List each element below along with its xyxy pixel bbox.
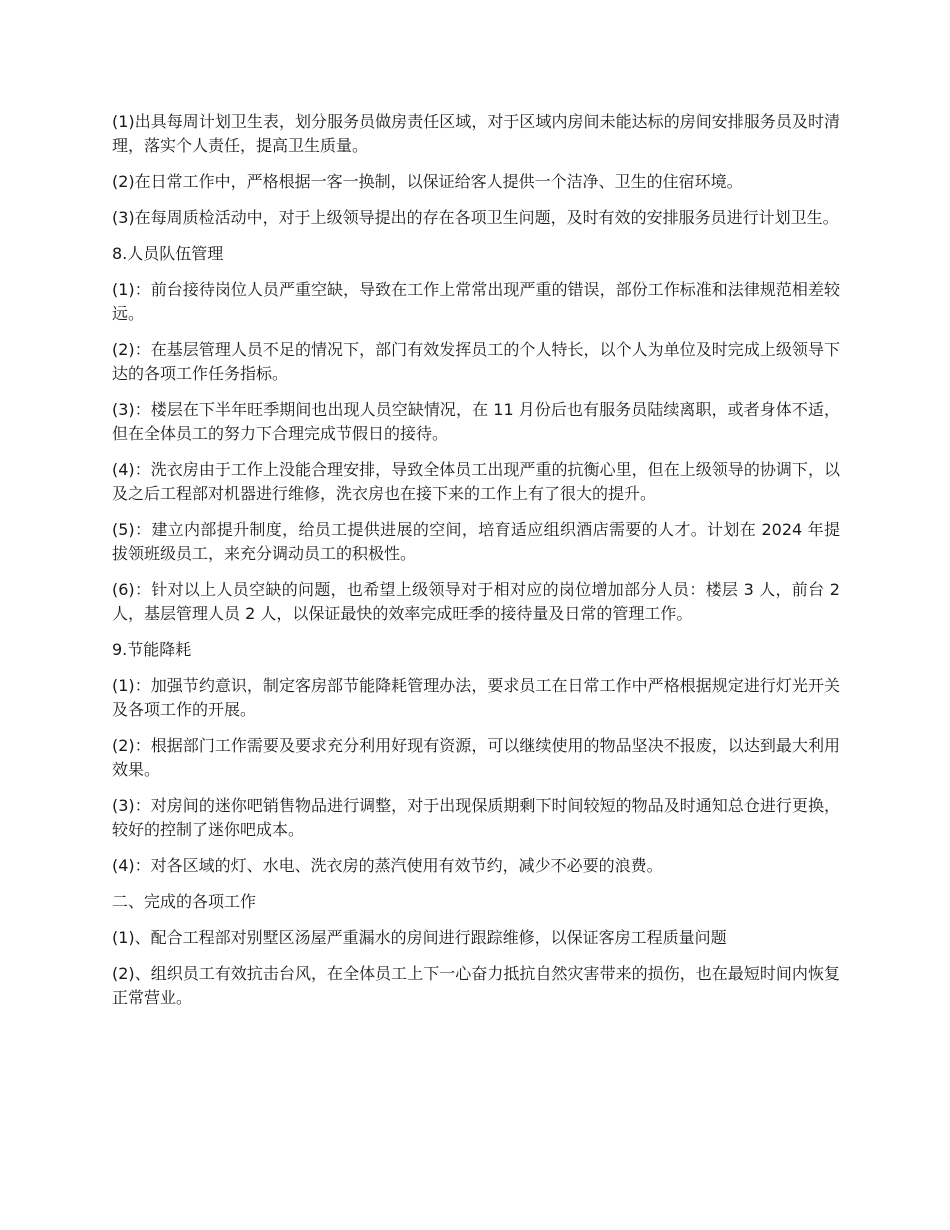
paragraph-staff-1: (1)：前台接待岗位人员严重空缺，导致在工作上常常出现严重的错误，部份工作标准和法律规范相差较远。 (112, 280, 840, 323)
paragraph-energy-1: (1)：加强节约意识，制定客房部节能降耗管理办法，要求员工在日常工作中严格根据规定进行灯光开关及各项工作的开展。 (112, 676, 840, 719)
paragraph-staff-5: (5)：建立内部提升制度，给员工提供进展的空间，培育适应组织酒店需要的人才。计划在 2024 年提拔领班级员工，来充分调动员工的积极性。 (112, 520, 840, 563)
paragraph-energy-3: (3)：对房间的迷你吧销售物品进行调整，对于出现保质期剩下时间较短的物品及时通知总仓进行更换，较好的控制了迷你吧成本。 (112, 796, 840, 839)
paragraph-staff-2: (2)：在基层管理人员不足的情况下，部门有效发挥员工的个人特长，以个人为单位及时完成上级领导下达的各项工作任务指标。 (112, 340, 840, 383)
paragraph-hygiene-3: (3)在每周质检活动中，对于上级领导提出的存在各项卫生问题，及时有效的安排服务员进行计划卫生。 (112, 208, 839, 227)
paragraph-energy-4: (4)：对各区域的灯、水电、洗衣房的蒸汽使用有效节约，减少不必要的浪费。 (112, 856, 663, 875)
section-heading-energy: 9.节能降耗 (112, 640, 192, 659)
paragraph-hygiene-2: (2)在日常工作中，严格根据一客一换制，以保证给客人提供一个洁净、卫生的住宿环境。 (112, 172, 743, 191)
document-body (112, 110, 840, 1022)
paragraph-staff-3: (3)：楼层在下半年旺季期间也出现人员空缺情况，在 11 月份后也有服务员陆续离职，或者身体不适，但在全体员工的努力下合理完成节假日的接待。 (112, 400, 840, 443)
paragraph-hygiene-1: (1)出具每周计划卫生表，划分服务员做房责任区域，对于区域内房间未能达标的房间安排服务员及时清理，落实个人责任，提高卫生质量。 (112, 112, 840, 155)
paragraph-staff-4: (4)：洗衣房由于工作上没能合理安排，导致全体员工出现严重的抗衡心里，但在上级领导的协调下，以及之后工程部对机器进行维修，洗衣房也在接下来的工作上有了很大的提升。 (112, 460, 840, 503)
section-heading-staff: 8.人员队伍管理 (112, 244, 224, 263)
paragraph-completed-2: (2)、组织员工有效抗击台风，在全体员工上下一心奋力抵抗自然灾害带来的损伤，也在最短时间内恢复正常营业。 (112, 964, 840, 1007)
section-heading-completed: 二、完成的各项工作 (112, 892, 257, 911)
paragraph-completed-1: (1)、配合工程部对别墅区汤屋严重漏水的房间进行跟踪维修，以保证客房工程质量问题 (112, 928, 727, 947)
paragraph-energy-2: (2)：根据部门工作需要及要求充分利用好现有资源，可以继续使用的物品坚决不报废，以达到最大利用效果。 (112, 736, 840, 779)
paragraph-staff-6: (6)：针对以上人员空缺的问题，也希望上级领导对于相对应的岗位增加部分人员：楼层 3 人，前台 2 人，基层管理人员 2 人，以保证最快的效率完成旺季的接待量及日常的管理工作。 (112, 580, 840, 623)
